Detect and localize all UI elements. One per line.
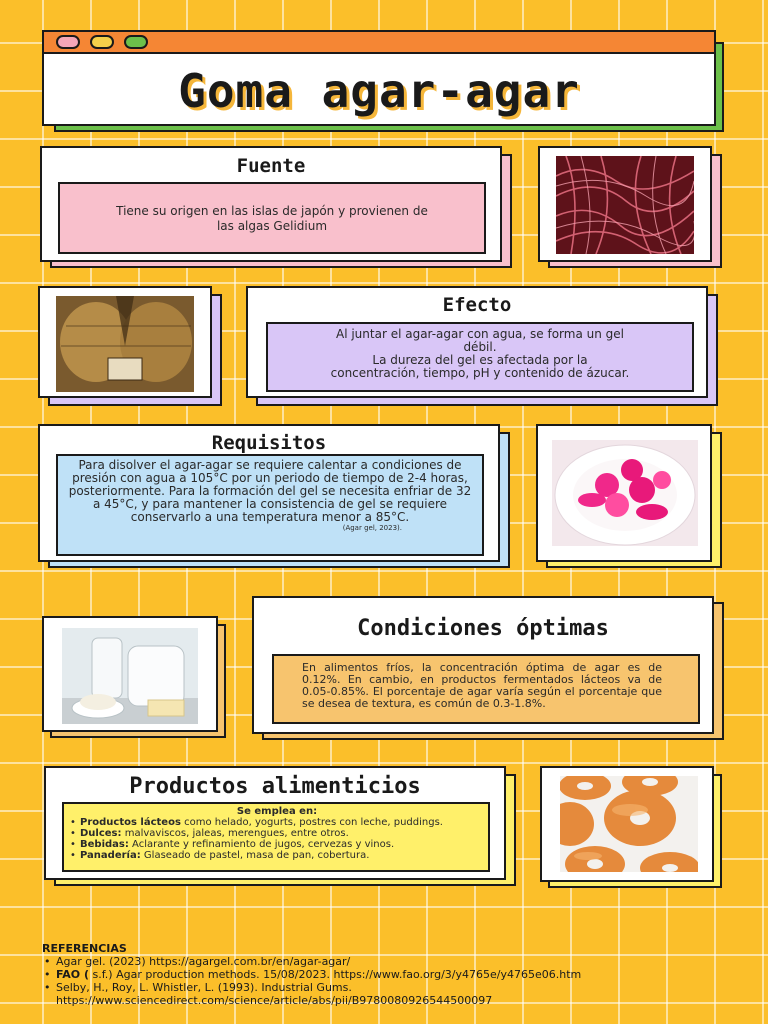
requisitos-heading: Requisitos — [211, 432, 327, 454]
condiciones-heading: Condiciones óptimas — [357, 616, 609, 641]
productos-list — [70, 817, 484, 861]
productos-item-label: Panadería: — [80, 850, 141, 861]
reference-bold: FAO ( — [56, 968, 89, 981]
reference-text: s.f.) Agar production methods. 15/08/2023. https://www.fao.org/3/y4765e/y4765e06.htm — [88, 968, 582, 981]
condiciones-card — [252, 596, 714, 734]
window-dot-pink — [56, 35, 80, 49]
productos-list-item — [70, 839, 484, 850]
reference-item — [42, 981, 742, 1007]
references-section — [42, 942, 742, 1007]
bullet: • — [70, 850, 76, 861]
productos-textbox — [62, 802, 490, 872]
productos-item-text: malvaviscos, jaleas, merengues, entre otros. — [124, 828, 349, 839]
productos-item-text: Glaseado de pastel, masa de pan, cobertura. — [143, 850, 370, 861]
condiciones-textbox — [272, 654, 700, 724]
productos-card — [44, 766, 506, 880]
red-seaweed-photo — [556, 156, 694, 254]
bullet: • — [70, 839, 76, 850]
productos-list-item — [70, 817, 484, 828]
antique-map-illustration — [56, 296, 194, 392]
reference-item — [42, 968, 742, 981]
window-title-bar — [44, 32, 714, 54]
requisitos-card — [38, 424, 500, 562]
productos-item-text: Aclarante y refinamiento de jugos, cervezas y vinos. — [132, 839, 395, 850]
map-photo-frame — [38, 286, 212, 398]
requisitos-text: Para disolver el agar-agar se requiere calentar a condiciones de presión con agua a 105°C por un periodo de tiempo de 2-4 horas, posteriormente. Para la formación del gel se necesita enfriar de 32 a 45°C, y para mantener la consistencia de gel se requiere conservarlo a una temperatura menor a 85°C. — [68, 458, 472, 524]
bullet: • — [70, 828, 76, 839]
page-title: Goma agar-agar — [178, 64, 580, 118]
jelly-photo-frame — [536, 424, 712, 562]
productos-list-item — [70, 850, 484, 861]
dairy-photo-frame — [42, 616, 218, 732]
fuente-heading: Fuente — [236, 155, 306, 177]
references-heading: REFERENCIAS — [42, 942, 127, 955]
fuente-card — [40, 146, 502, 262]
references-list — [42, 955, 742, 1007]
fuente-text: Tiene su origen en las islas de japón y provienen de las algas Gelidium — [116, 204, 428, 233]
dairy-products-photo — [62, 628, 198, 724]
seaweed-photo-frame — [538, 146, 712, 262]
condiciones-text: En alimentos fríos, la concentración óptima de agar es de 0.12%. En cambio, en productos fermentados lácteos va de 0.05-0.85%. El porcentaje de agar varía según el porcentaje que se desea de textura, es común de 0.3-1.8%. — [302, 661, 662, 710]
efecto-heading: Efecto — [442, 294, 512, 316]
productos-item-label: Dulces: — [80, 828, 122, 839]
reference-text: Agar gel. (2023) https://agargel.com.br/en/agar-agar/ — [56, 955, 351, 968]
productos-item-label: Bebidas: — [80, 839, 129, 850]
efecto-card — [246, 286, 708, 398]
fuente-textbox — [58, 182, 486, 254]
productos-item-label: Productos lácteos — [80, 817, 181, 828]
requisitos-textbox — [56, 454, 484, 556]
requisitos-citation: (Agar gel, 2023). — [342, 524, 402, 532]
pink-jelly-plate-photo — [552, 440, 698, 546]
title-window — [42, 30, 716, 126]
reference-item — [42, 955, 742, 968]
reference-text: Selby, H., Roy, L. Whistler, L. (1993). Industrial Gums. https://www.sciencedirect.com/science/article/abs/pii/B9780080926544500097 — [56, 981, 493, 1007]
bullet: • — [70, 817, 76, 828]
productos-intro: Se emplea en: — [236, 806, 318, 817]
window-dot-yellow — [90, 35, 114, 49]
efecto-text-line2: La dureza del gel es afectada por la concentración, tiempo, pH y contenido de ázucar. — [330, 353, 630, 380]
glazed-donuts-photo — [560, 776, 698, 872]
productos-item-text: como helado, yogurts, postres con leche, puddings. — [184, 817, 443, 828]
productos-list-item — [70, 828, 484, 839]
efecto-textbox — [266, 322, 694, 392]
window-dot-green — [124, 35, 148, 49]
productos-heading: Productos alimenticios — [129, 774, 421, 799]
donut-photo-frame — [540, 766, 714, 882]
efecto-text-line1: Al juntar el agar-agar con agua, se forma un gel débil. — [335, 327, 624, 354]
